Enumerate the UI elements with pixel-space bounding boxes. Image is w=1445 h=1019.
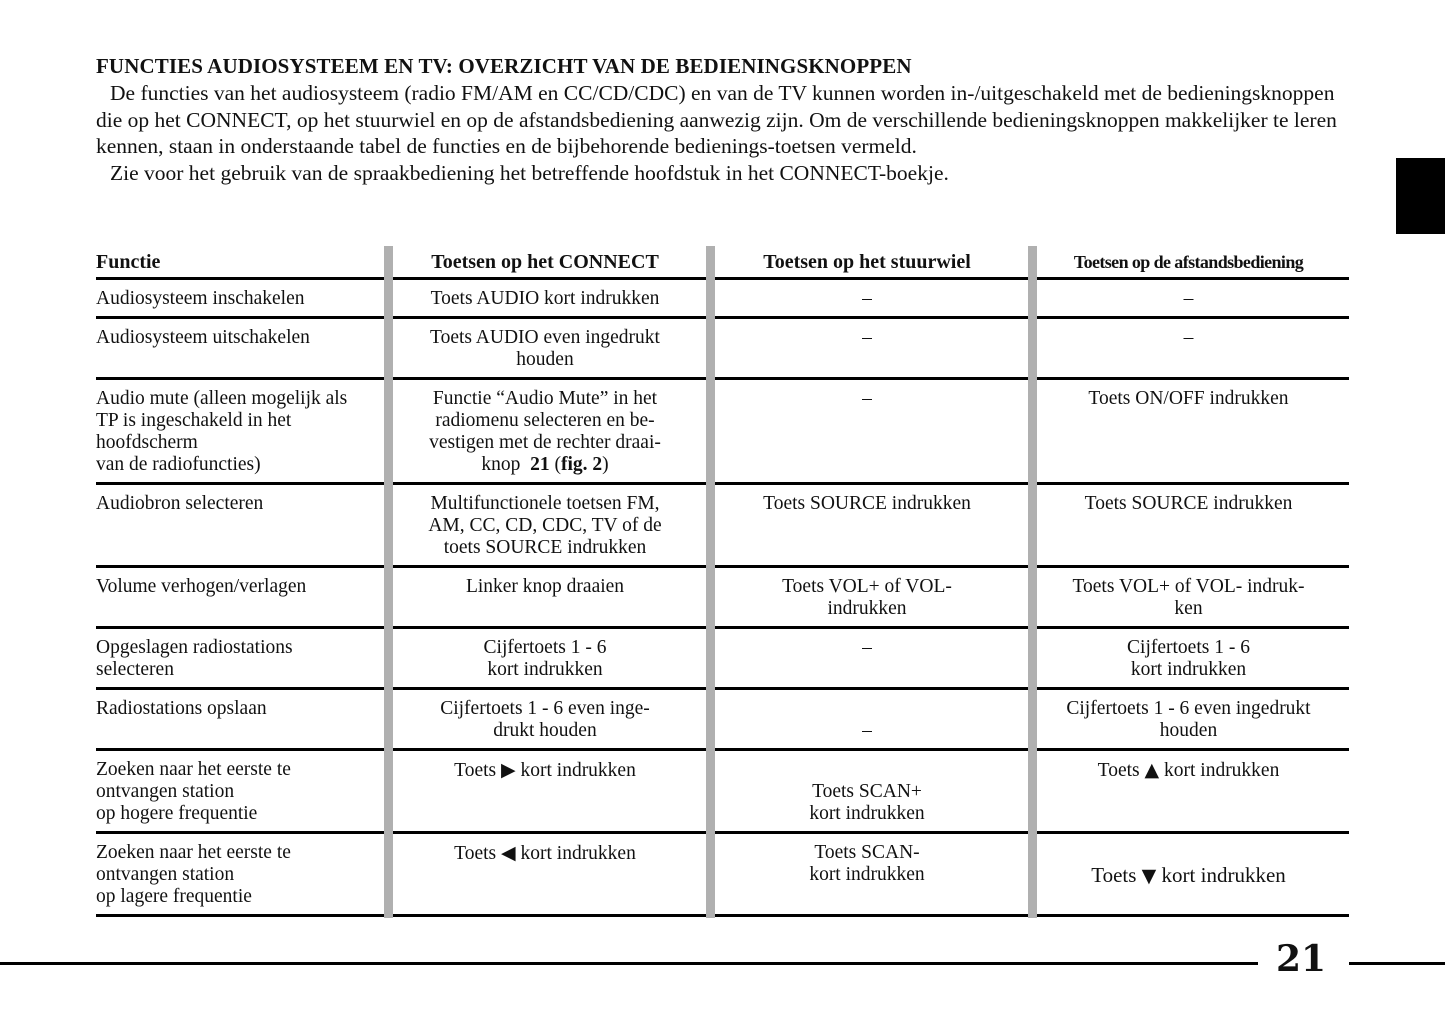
cell-afstandsbediening: –: [1183, 288, 1194, 309]
arrow-left-icon: ◀: [500, 842, 516, 864]
cell-afstandsbediening: kort indrukken: [1161, 862, 1286, 887]
cell-function: Audiosysteem uitschakelen: [96, 327, 310, 348]
controls-table: [96, 246, 1349, 917]
toets-label: Toets: [1097, 760, 1140, 781]
cell-connect: Linker knop draaien: [465, 576, 625, 597]
cell-function: Volume verhogen/verlagen: [96, 576, 307, 597]
cell-function: Radiostations opslaan: [96, 698, 267, 719]
arrow-right-icon: ▶: [500, 759, 516, 781]
cell-function: Audiosysteem inschakelen: [96, 288, 305, 309]
footer-rule-left: [0, 962, 1258, 965]
cell-function: Opgeslagen radiostations selecteren: [96, 637, 293, 680]
cell-connect: Cijfertoets 1 - 6 even inge- drukt houden: [440, 698, 650, 741]
footer-rule-right: [1349, 962, 1445, 965]
header-functie: Functie: [96, 251, 161, 273]
table-header-row: [96, 246, 1349, 280]
cell-stuurwiel: –: [862, 327, 872, 348]
cell-stuurwiel: –: [862, 720, 872, 741]
table-row: [96, 485, 1349, 568]
cell-afstandsbediening: Toets VOL+ of VOL- indruk- ken: [1072, 576, 1305, 619]
cell-stuurwiel: –: [862, 637, 872, 658]
table-row: [96, 280, 1349, 319]
toets-label: Toets: [1091, 862, 1137, 887]
cell-afstandsbediening: Cijfertoets 1 - 6 kort indrukken: [1127, 637, 1250, 680]
header-stuurwiel: Toetsen op het stuurwiel: [706, 246, 1028, 277]
cell-function: Zoeken naar het eerste te ontvangen station op lagere frequentie: [96, 842, 291, 907]
intro-paragraph-2: Zie voor het gebruik van de spraakbediening het betreffende hoofdstuk in het CONNECT-boekje.: [110, 160, 949, 185]
intro-text: [96, 80, 1360, 186]
cell-afstandsbediening: Toets ON/OFF indrukken: [1088, 388, 1289, 409]
cell-afstandsbediening: –: [1183, 327, 1194, 348]
cell-afstandsbediening: Cijfertoets 1 - 6 even ingedrukt houden: [1066, 698, 1311, 741]
cell-function: Zoeken naar het eerste te ontvangen station op hogere frequentie: [96, 759, 291, 824]
chapter-tab-marker: [1396, 158, 1445, 234]
toets-label: Toets: [454, 760, 497, 781]
cell-stuurwiel: –: [862, 388, 872, 409]
table-row: [96, 629, 1349, 690]
cell-connect: Toets AUDIO even ingedrukt houden: [430, 327, 660, 370]
page-number: 21: [1276, 938, 1327, 980]
page-title: FUNCTIES AUDIOSYSTEEM EN TV: OVERZICHT VAN DE BEDIENINGSKNOPPEN: [96, 54, 912, 78]
cell-stuurwiel: Toets SCAN+ kort indrukken: [809, 781, 925, 824]
table-row: Audio mute (alleen mogelijk als TP is ingeschakeld in het hoofdscherm van de radiofuncties) Functie “Audio Mute” in het radiomenu selecteren en be- vestigen met de rechter draai- knop 21 (fig. 2) – Toets ON/OFF indrukken: [96, 380, 1349, 485]
ref-number: 21: [530, 454, 550, 475]
cell-connect: kort indrukken: [520, 760, 636, 781]
ref-figure: fig. 2: [560, 454, 603, 475]
table-row: [96, 690, 1349, 751]
cell-connect: Cijfertoets 1 - 6 kort indrukken: [483, 637, 607, 680]
cell-stuurwiel: Toets SOURCE indrukken: [763, 493, 971, 514]
table-row: [96, 568, 1349, 629]
cell-afstandsbediening: kort indrukken: [1163, 760, 1280, 781]
cell-function: Audiobron selecteren: [96, 493, 264, 514]
cell-function: Audio mute (alleen mogelijk als TP is ingeschakeld in het hoofdscherm van de radiofuncties): [96, 388, 348, 475]
table-row: [96, 751, 1349, 834]
cell-connect: Multifunctionele toetsen FM, AM, CC, CD, CDC, TV of de toets SOURCE indrukken: [428, 493, 662, 558]
header-connect: Toetsen op het CONNECT: [384, 246, 706, 277]
cell-stuurwiel: –: [862, 288, 872, 309]
cell-connect: Functie “Audio Mute” in het radiomenu selecteren en be- vestigen met de rechter draai- knop: [429, 388, 661, 475]
arrow-down-icon: ▼: [1141, 864, 1157, 887]
cell-stuurwiel: Toets SCAN- kort indrukken: [809, 842, 925, 885]
header-afstandsbediening: Toetsen op de afstandsbediening: [1028, 246, 1349, 277]
arrow-up-icon: ▲: [1144, 759, 1160, 781]
cell-stuurwiel: Toets VOL+ of VOL- indrukken: [782, 576, 952, 619]
table-row: [96, 319, 1349, 380]
cell-connect: Toets AUDIO kort indrukken: [430, 288, 660, 309]
cell-afstandsbediening: Toets SOURCE indrukken: [1084, 493, 1293, 514]
cell-connect: kort indrukken: [520, 843, 636, 864]
intro-paragraph-1: De functies van het audiosysteem (radio FM/AM en CC/CD/CDC) en van de TV kunnen worden in-/uitgeschakeld met de bedieningsknoppen die op het CONNECT, op het stuurwiel en op de afstandsbediening aanwezig zijn. Om de verschillende bedieningsknoppen makkelijker te leren kennen, staan in onderstaande tabel de functies en de bijbehorende bedienings-toetsen vermeld.: [96, 81, 1337, 158]
table-row: [96, 834, 1349, 917]
toets-label: Toets: [454, 843, 497, 864]
